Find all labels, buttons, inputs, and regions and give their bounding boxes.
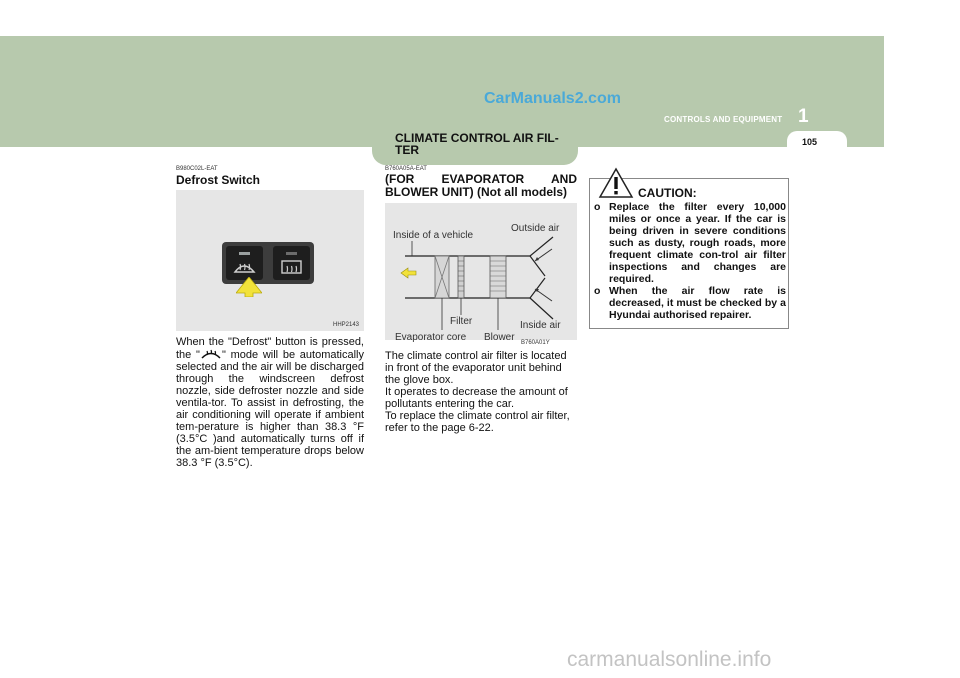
filter-heading-line2: BLOWER UNIT) (Not all models) <box>385 185 567 199</box>
filter-body-paragraph: To replace the climate control air filter, refer to the page 6-22. <box>385 410 570 434</box>
filter-body-paragraph: The climate control air filter is located in front of the evaporator unit behind the glove box. <box>385 350 567 386</box>
filter-body-paragraph: It operates to decrease the amount of pollutants entering the car. <box>385 386 568 410</box>
caution-item <box>594 201 786 285</box>
rear-defrost-button <box>273 246 310 280</box>
yellow-arrow-icon <box>236 277 262 297</box>
photo-code: HHP2143 <box>333 322 360 328</box>
defrost-body <box>176 336 364 469</box>
caution-title: CAUTION: <box>638 186 697 200</box>
chapter-number: 1 <box>798 106 809 127</box>
defrost-mode-icon <box>200 348 222 359</box>
section-title: CLIMATE CONTROL AIR FIL-TER <box>395 131 559 157</box>
filter-heading <box>385 173 577 199</box>
label-inside-air: Inside air <box>520 320 561 331</box>
defrost-heading: Defrost Switch <box>176 173 261 187</box>
watermark-top: CarManuals2.com <box>484 90 621 107</box>
chapter-title: CONTROLS AND EQUIPMENT <box>664 115 783 124</box>
bullet: o <box>594 285 601 297</box>
warning-triangle-icon <box>598 167 634 199</box>
diagram-code: B760A01Y <box>521 340 550 346</box>
defrost-code: B980C02L-EAT <box>176 166 218 172</box>
filter-body <box>385 350 577 434</box>
caution-box <box>589 178 789 329</box>
label-outside-air: Outside air <box>511 223 560 234</box>
label-evaporator-core: Evaporator core <box>395 332 467 343</box>
caution-list <box>594 201 786 321</box>
page-number: 105 <box>802 137 818 147</box>
defrost-body-end: " mode will be automatically selected and the air will be discharged through the windscreen defrost nozzle, side defroster nozzle and side ventila-tor. To assist in defrosting, the air conditioning will operate if ambient tem-perature is higher than 38.3 °F (3.5°C )and automatically turns off if the am-bient temperature drops below 38.3 °F (3.5°C). <box>176 349 364 469</box>
front-defrost-button <box>226 246 263 280</box>
caution-item-text: Replace the filter every 10,000 miles or once a year. If the car is being driven in severe conditions such as dusty, rough roads, more frequent climate con-trol air filter inspections and changes are required. <box>609 201 786 285</box>
bullet: o <box>594 201 601 213</box>
rear-defrost-icon <box>273 246 310 280</box>
filter-heading-line1: (FOR EVAPORATOR AND <box>385 172 577 186</box>
caution-item-text: When the air flow rate is decreased, it must be checked by a Hyundai authorised repairer. <box>609 285 786 321</box>
caution-item <box>594 285 786 321</box>
defrost-body-start: When the "Defrost" button is pressed, the " <box>176 336 364 361</box>
filter-code: B760A05A-EAT <box>385 166 427 172</box>
front-defrost-icon <box>226 246 263 280</box>
watermark-bottom: carmanualsonline.info <box>567 648 772 671</box>
label-filter: Filter <box>450 316 473 327</box>
label-blower: Blower <box>484 332 515 343</box>
label-inside-of-vehicle: Inside of a vehicle <box>393 230 474 241</box>
